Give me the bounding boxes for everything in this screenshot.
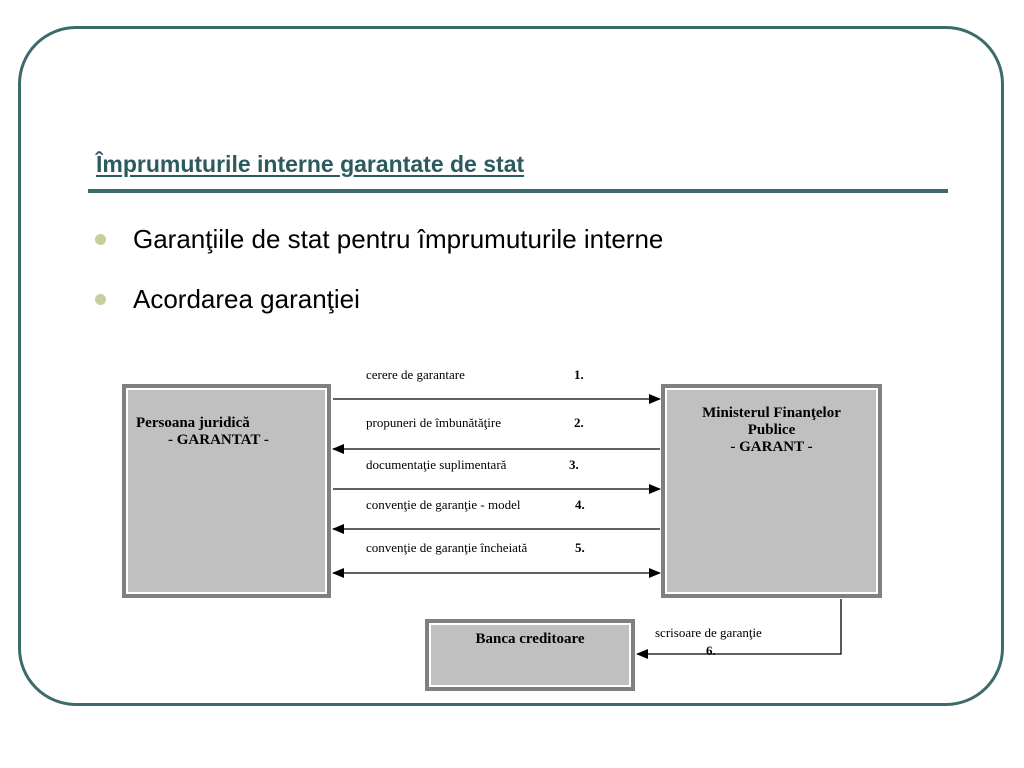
step-label-4: convenţie de garanţie - model <box>366 497 521 512</box>
bullet-text: Acordarea garanţiei <box>133 284 360 314</box>
guarantor-name-line2: Publice <box>747 422 796 438</box>
creditor-bank-name: Banca creditoare <box>475 631 585 647</box>
step-number-5: 5. <box>575 540 585 555</box>
step-number-3: 3. <box>569 457 579 472</box>
step-number-4: 4. <box>575 497 585 512</box>
step-label-6: scrisoare de garanţie <box>655 625 762 640</box>
guaranteed-party-name: Persoana juridică <box>136 415 250 431</box>
step-number-1: 1. <box>574 367 584 382</box>
step-number-6: 6. <box>706 643 716 658</box>
guarantor-role: - GARANT - <box>730 439 813 455</box>
step-label-1: cerere de garantare <box>366 367 465 382</box>
step-label-3: documentaţie suplimentară <box>366 457 507 472</box>
step-number-2: 2. <box>574 415 584 430</box>
bullet-text: Garanţiile de stat pentru împrumuturile interne <box>133 224 664 254</box>
step-label-2: propuneri de îmbunătăţire <box>366 415 502 430</box>
guaranteed-party-role: - GARANTAT - <box>168 432 269 448</box>
step-label-5: convenţie de garanţie încheiată <box>366 540 528 555</box>
guarantor-name-line1: Ministerul Finanţelor <box>702 405 841 421</box>
slide-title: Împrumuturile interne garantate de stat <box>96 151 525 177</box>
